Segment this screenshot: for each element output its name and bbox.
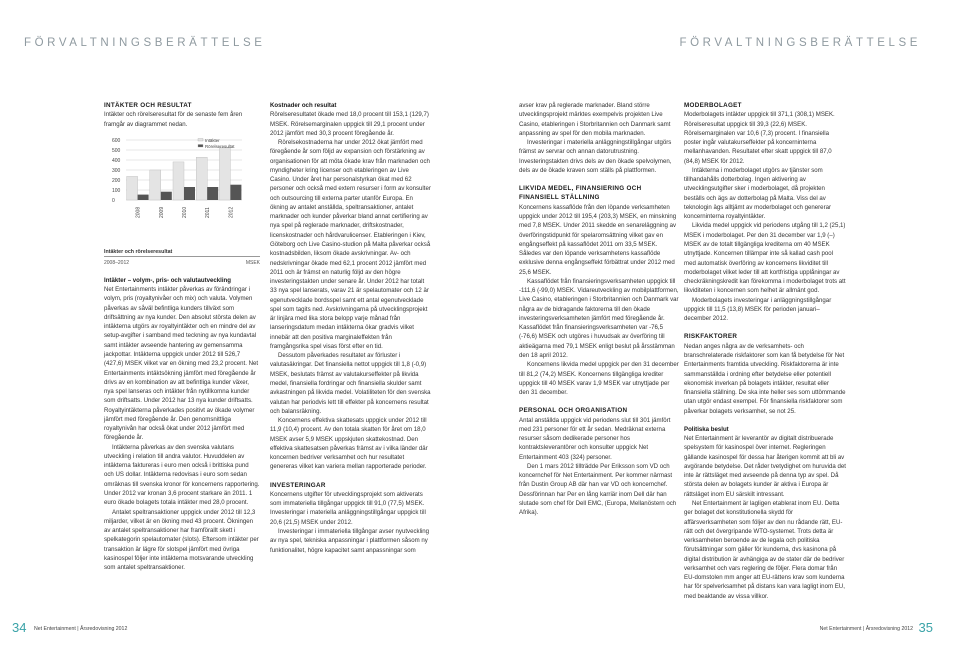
running-header-left: FÖRVALTNINGSBERÄTTELSE (24, 37, 266, 49)
paragraph: Intäkterna i moderbolaget utgörs av tjänster som tillhandahålls dotterbolag. Ingen aktivering av utvecklingsutgifter sker i moderbolaget, då projekten beställs och ägs av dotterbolag på Malta. Viss del av teknologin ägs alltjämt av moderbolaget och genererar koncerninterna royaltyintäkter. (684, 166, 832, 221)
paragraph: Antal anställda uppgick vid periodens slut till 301 jämfört med 231 personer för ett år sedan. Medräknat externa resurser såsom dedikerade personer hos kontraktsleverantörer och konsulter uppgick Net Entertainment 403 (324) personer. (519, 416, 671, 461)
y-tick-label: 600 (112, 137, 121, 144)
y-tick-label: 500 (112, 147, 121, 154)
y-tick-label: 0 (112, 197, 115, 204)
column-4 (684, 101, 846, 601)
paragraph: Net Entertainments intäkter påverkas av förändringar i volym, pris (royaltynivåer och mix) och valuta. Volymen påverkas av såväl befintliga kunders tillväxt som driftsättning av nya kunder. Den absolut största delen av intäkterna utgörs av royaltyintäkter och en mindre del av setup-avgifter i samband med teckning av nya kundavtal samt intäkter avseende hantering av gemensamma jackpottar. Intäkterna uppgick under 2012 till 526,7 (427,6) MSEK vilket var en ökning med 23,2 procent. Net Entertainments intäktsökning jämfört med föregående år drivs av en kombination av att befintliga kunder växer, nya spel lanseras och intäkter från nytillkomna kunder som driftsatts. Under 2012 har 13 nya kunder driftsatts. Royaltyintäkterna påverkades positivt av ökade volymer jämfört med föregående år. Den genomsnittliga royaltynivån har också ökat under 2012 jämfört med föregående år. (104, 286, 259, 442)
intro-paragraph: Intäkter och rörelseresultat för de senaste fem åren framgår av diagrammet nedan. (104, 111, 243, 128)
paragraph: Kassaflödet från finansieringsverksamheten uppgick till -111,6 (-99,0) MSEK. Vidareutveckling av mobilplattformen, Live Casino, etableringen i Storbritannien och Danmark var några av de bidragande faktorerna till den ökade investeringsverksamheten jämfört med föregående år. Kassaflödet från finansieringsverksamheten var -76,5 (-76,6) MSEK och utgöres i huvudsak av överföring till aktieägarna med 79,1 MSEK enligt beslut på årsstämman den 18 april 2012. (519, 277, 679, 359)
page-number-left: 34 (12, 620, 27, 635)
heading-volume: Intäkter – volym-, pris- och valutautveckling (104, 276, 231, 284)
paragraph: Rörelsekostnaderna har under 2012 ökat jämfört med föregående år som följd av expansion och förstärkning av organisationen för att möta ökade krav från marknaden och myndigheter kring licenser och etableringen av Live Casino. Under året har personalstyrkan ökat med 62 personer och också med extern resurser i form av konsulter och outsourcing till externa parter utanför Europa. En ökning av antalet anställda, speltransaktioner, antalet marknader och kunder påverkar bland annat certifiering av nya spel på reglerade marknader, driftskostnader, licenskostnader och hårdvarulicenser. Etableringen i Kiev, Göteborg och Live Casino-studion på Malta påverkar också kostnadsbilden, liksom ökade avskrivningar. Av- och nedskrivningar ökade med 62,1 procent 2012 jämfört med 2011 och är främst en naturlig följd av den högre investeringstakten under senare år. Under 2012 har totalt 33 nya spel lanserats, varav 21 är spelautomater och 12 är egenutvecklade bordsspel samt ett antal egenutvecklade spel som tagits ned. Avskrivningarna på utvecklingsprojekt är linjära med lika stora belopp varje månad från lanseringsdatum medan intäkterna ökar gradvis vilket innebär att den positiva marginaleffekten från framgångsrika spel visas först efter en tid. (270, 139, 431, 350)
legend-label: Rörelseresultat (205, 143, 235, 149)
paragraph: Net Entertainment är leverantör av digitalt distribuerade spelsystem för kasinospel över internet. Regleringen gällande kasinospel för dessa har återigen kommit att bli av avgörande betydelse. Det råder tvetydighet om huruvida det inte är rättsläget med avseende på denna typ av spel. Då största delen av bolagets kunder är aktiva i Europa är rättsläget inom EU särskilt intressant. (684, 435, 846, 498)
footer-right: Net Entertainment | Årsredovisning 2012 (819, 626, 913, 632)
paragraph: Investeringar i materiella anläggningstillgångar utgörs främst av servrar och annan datorutrustning. Investeringstakten drivs dels av den ökade spelvolymen, dels av de ökade kraven som ställs på plattformen. (519, 139, 672, 174)
paragraph: Dessutom påverkades resultatet av förluster i valutasäkringar. Det finansiella nettot uppgick till 1,8 (-0,9) MSEK, beslutats främst av valutakurseffekter på likvida medel, finansiella fordringar och finansiella skulder samt avkastningen på likvida medel. Volatiliteten för den svenska valutan har periodvis lett till effekter på koncernens resultat och balansräkning. (270, 352, 431, 415)
heading-personnel: PERSONAL OCH ORGANISATION (519, 407, 628, 415)
bar-operating-result (184, 187, 195, 200)
income-chart (104, 134, 246, 244)
legend-swatch (198, 144, 203, 147)
paragraph: Likvida medel uppgick vid periodens utgång till 1,2 (25,1) MSEK i moderbolaget. Per den 31 december var 1,9 (–) MSEK av de totalt tillgängliga krediterna om 40 MSEK utnyttjade. Koncernen tillämpar inte så kallad cash pool med automatisk överföring av koncernens likviditet till moderbolaget vilket leder till att kortfristiga upplåningar av checkräkningskredit kan förekomma i moderbolaget trots att likviditeten i koncernen som helhet är allmänt god. (684, 222, 846, 295)
bar-operating-result (138, 194, 149, 199)
chart-caption-unit: MSEK (245, 259, 260, 266)
running-header-right: FÖRVALTNINGSBERÄTTELSE (679, 37, 921, 49)
x-tick-label: 2009 (158, 206, 165, 218)
paragraph: Koncernens kassaflöde från den löpande verksamheten uppgick under 2012 till 195,4 (203,3) MSEK, en minskning med 7,8 MSEK. Under 2011 skedde en senareläggning av överföringstidpunkt för spelaromsättning vilket gav en engångseffekt på kassaflödet 2011 om 33,5 MSEK. Således var den löpande verksamhetens kassaflöde exklusive denna engångseffekt förbättrat under 2012 med 25,6 MSEK. (519, 203, 677, 276)
y-tick-label: 400 (112, 157, 121, 164)
column-2 (270, 101, 431, 555)
legend-label: Intäkter (205, 137, 220, 143)
bar-revenue (219, 147, 230, 200)
chart-caption-row (104, 256, 260, 267)
paragraph: Den 1 mars 2012 tillträdde Per Eriksson som VD och koncernchef för Net Entertainment. Per kommer närmast från Dustin Group AB där han var VD och koncernchef. Dessförinnan har Per en lång karriär inom Dell där han slutade som chef för Dell EMC, (Europa, Mellanöstern och Afrika). (519, 462, 677, 517)
footer-left: Net Entertainment | Årsredovisning 2012 (34, 626, 128, 632)
paragraph: Intäkterna påverkas av den svenska valutans utveckling i relation till andra valutor. Huvuddelen av intäkterna faktureras i euro men också i brittiska pund och US dollar. Intäkterna redovisas i euro som sedan omräknas till svenska kronor för koncernens rapportering. Under 2012 var kronan 3,6 procent starkare än 2011. 1 euro ökade bolagets totala intäkter med 28,0 procent. (104, 443, 260, 507)
page-number-right: 35 (918, 620, 933, 635)
y-tick-label: 200 (112, 177, 121, 184)
heading-investments: INVESTERINGAR (270, 481, 326, 489)
bar-revenue (150, 170, 161, 200)
heading-risk: RISKFAKTORER (684, 333, 738, 341)
bar-revenue (127, 176, 138, 200)
chart-caption-title: Intäkter och rörelseresultat (104, 248, 173, 255)
bar-revenue (173, 162, 184, 200)
paragraph: Antalet speltransaktioner uppgick under 2012 till 12,3 miljarder, vilket är en ökning med 43 procent. Ökningen av antalet speltransaktioner har framförallt skett i spelkategorin spelautomater (slots). Eftersom intäkter per transaktion är lägre för slotspel jämfört med övriga kasinospel följer inte intäkterna motsvarande utveckling som antalet speltransaktioner. (104, 508, 259, 572)
bar-operating-result (230, 185, 241, 200)
x-tick-label: 2010 (182, 206, 188, 218)
paragraph: Koncernens likvida medel uppgick per den 31 december till 81,2 (74,2) MSEK. Koncernens tillgängliga krediter uppgick till 40 MSEK varav 1,9 MSEK var utnyttjade per den 31 december. (519, 361, 679, 397)
column-3 (519, 101, 679, 518)
bar-revenue (196, 157, 207, 200)
y-tick-label: 300 (112, 167, 121, 174)
paragraph: Moderbolagets intäkter uppgick till 371,1 (308,1) MSEK. Rörelseresultat uppgick till 39,3 (22,6) MSEK. Rörelsemarginalen var 10,6 (7,3) procent. I finansiella poster ingår valutakurseffekter på koncerninterna mellanhavanden. Resultatet efter skatt uppgick till 87,0 (84,8) MSEK för 2012. (684, 111, 835, 165)
heading-parent-company: MODERBOLAGET (684, 102, 742, 109)
heading-political: Politiska beslut (684, 425, 729, 433)
paragraph: Investeringar i immateriella tillgångar avser nyutveckling av nya spel, tekniska anpassningar i plattformen såsom ny funktionalitet, högre kapacitet samt anpassningar som (270, 528, 430, 554)
bar-operating-result (207, 187, 218, 200)
chart-caption (104, 248, 260, 267)
paragraph: avser krav på reglerade marknader. Bland större utvecklingsprojekt märktes exempelvis projekten Live Casino, etableringen i Storbritannien och Danmark samt anpassning av spel för den mobila marknaden. (519, 102, 671, 137)
paragraph: Koncernens utgifter för utvecklingsprojekt som aktiverats som immateriella tillgångar uppgick till 91,0 (77,5) MSEK. Investeringar i materiella anläggningstillgångar uppgick till 20,6 (21,5) MSEK under 2012. (270, 490, 426, 526)
chart-caption-years: 2008–2012 (104, 259, 130, 266)
heading-costs: Kostnader och resultat (270, 102, 337, 109)
paragraph: Moderbolagets investeringar i anläggningstillgångar uppgick till 11,5 (13,8) MSEK för perioden januari–december 2012. (684, 296, 832, 323)
x-tick-label: 2011 (205, 207, 212, 218)
paragraph: Rörelseresultatet ökade med 18,0 procent till 153,1 (129,7) MSEK. Rörelsemarginalen uppgick till 29,1 procent under 2012 jämfört med 30,3 procent föregående år. (270, 111, 429, 137)
heading-income: INTÄKTER OCH RESULTAT (104, 102, 192, 109)
x-tick-label: 2012 (228, 206, 235, 218)
column-1 (104, 101, 260, 572)
chart-svg (104, 134, 246, 226)
paragraph: Nedan anges några av de verksamhets- och branschrelaterade riskfaktorer som kan få betydelse för Net Entertainments framtida utveckling. Riskfaktorerna är inte sammanställda i ordning efter betydelse eller potentiell ekonomisk inverkan på bolagets intäkter, resultat eller finansiella ställning. De ska inte heller ses som uttömmande utan utgör endast exempel. För finansiella riskfaktorer som påverkar bolagets verksamhet, se not 25. (684, 342, 846, 415)
paragraph: Net Entertainment är lagligen etablerat inom EU. Detta ger bolaget det konstitutionella skydd för affärsverksamheten som följer av den nu rådande rätt, EU-rätt och det övergripande WTO-systemet. Trots detta är verksamheten beroende av de legala och politiska förutsättningar som gäller för kunderna, dvs kasinona på digital distribution är avhängiga av de stater där de bedriver verksamhet och vars reglering de följer. Flera domar från EU-domstolen mm anger att EU-rättens krav som kunderna har för spelverksamhet på distans kan vara lagligt inom EU, med beaktande av vissa villkor. (684, 499, 845, 600)
heading-liquidity: LIKVIDA MEDEL, FINANSIERING OCH FINANSIELL STÄLLNING (519, 185, 642, 202)
paragraph: Koncernens effektiva skattesats uppgick under 2012 till 11,9 (10,4) procent. Av den totala skatten för året om 18,0 MSEK avser 5,9 MSEK uppskjuten skattekostnad. Den effektiva skattesatsen påverkas främst av i vilka länder där koncernen bedriver verksamhet och hur resultatet genereras vilket kan variera mellan rapporterade perioder. (270, 417, 428, 471)
x-tick-label: 2008 (135, 206, 142, 218)
y-tick-label: 100 (112, 187, 121, 194)
bar-operating-result (161, 192, 172, 200)
legend-swatch (198, 138, 203, 141)
